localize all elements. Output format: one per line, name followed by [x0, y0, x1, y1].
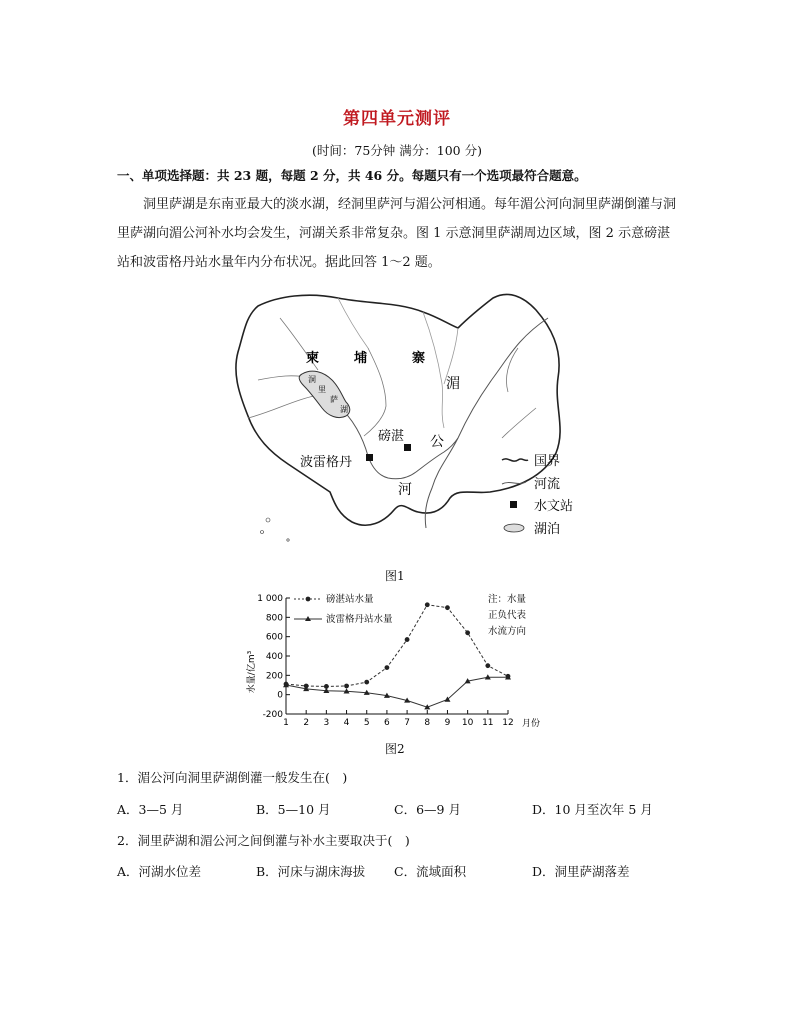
question-2-stem: 2．洞里萨湖和湄公河之间倒灌与补水主要取决于( ) — [117, 833, 410, 848]
x-tick-label: 7 — [404, 718, 410, 728]
map-label-country-2: 埔 — [354, 351, 368, 366]
question-2-option-c[interactable]: C．流域面积 — [394, 864, 467, 879]
y-tick-label: 0 — [277, 690, 283, 701]
chart-note-2: 正负代表 — [488, 610, 527, 621]
chart-note-3: 水流方向 — [488, 626, 527, 637]
series-line-2 — [286, 677, 508, 707]
legend-station-label: 水文站 — [534, 499, 574, 514]
x-tick-label: 8 — [424, 718, 431, 728]
legend-series-1-label: 磅湛站水量 — [326, 594, 374, 605]
legend-river-label: 河流 — [534, 477, 561, 492]
water-volume-chart — [240, 588, 550, 733]
tributary-east — [502, 348, 536, 438]
chart-xlabel: 月份 — [522, 719, 541, 729]
y-tick-label: 1 000 — [257, 594, 283, 604]
section-heading: 一、单项选择题：共 23 题，每题 2 分，共 46 分。每题只有一个选项最符合题意。 — [117, 168, 587, 183]
question-1-option-c[interactable]: C．6—9 月 — [394, 802, 461, 817]
legend-border-label: 国界 — [534, 454, 561, 469]
mekong-river — [425, 318, 548, 528]
map-label-river-3: 河 — [398, 482, 412, 498]
station-marker-prek-kdam — [366, 454, 373, 461]
map-label-lake-3: 萨 — [330, 395, 338, 404]
station-marker-kampong-cham — [404, 444, 411, 451]
x-tick-label: 12 — [502, 718, 514, 728]
figure-1-caption: 图1 — [385, 569, 405, 583]
chart-text — [245, 593, 540, 729]
chart-ylabel: 水量/亿m³ — [247, 650, 257, 694]
question-1-option-b[interactable]: B．5—10 月 — [256, 802, 331, 817]
legend-series-2-label: 波雷格丹站水量 — [326, 614, 393, 625]
series-1-point — [445, 605, 450, 610]
series-1-point — [465, 630, 470, 635]
chart-note-1: 注：水量 — [488, 594, 527, 605]
map-label-country-1: 柬 — [306, 351, 320, 366]
series-line-1 — [286, 605, 508, 687]
series-1-point — [425, 602, 430, 607]
map-label-lake-1: 洞 — [308, 375, 316, 384]
x-tick-label: 9 — [444, 718, 451, 728]
figure-2-caption: 图2 — [385, 742, 405, 756]
y-tick-label: -200 — [262, 710, 283, 720]
question-1-option-d[interactable]: D．10 月至次年 5 月 — [532, 802, 653, 817]
x-tick-label: 4 — [343, 718, 350, 728]
y-tick-label: 800 — [265, 613, 283, 624]
question-2-option-d[interactable]: D．洞里萨湖落差 — [532, 864, 630, 879]
series-1-point — [364, 680, 369, 685]
chart-legend-markers — [294, 597, 322, 621]
station-label-kampong-cham: 磅湛 — [378, 429, 405, 444]
x-tick-label: 2 — [303, 718, 310, 728]
x-tick-label: 6 — [384, 718, 390, 728]
station-label-prek-kdam: 波雷格丹 — [300, 455, 353, 470]
y-tick-label: 600 — [265, 632, 283, 643]
chart-series — [283, 602, 511, 709]
question-1-stem: 1．湄公河向洞里萨湖倒灌一般发生在( ) — [117, 770, 348, 785]
x-tick-label: 11 — [482, 718, 494, 728]
exam-info: (时间：75分钟 满分：100 分) — [312, 143, 482, 158]
page-title: 第四单元测评 — [343, 109, 451, 129]
question-2-option-a[interactable]: A．河湖水位差 — [117, 864, 202, 879]
map-label-river-1: 湄 — [446, 376, 460, 392]
series-1-point — [405, 637, 410, 642]
x-tick-label: 3 — [323, 718, 330, 728]
map-figure — [218, 288, 588, 558]
question-1-option-a[interactable]: A．3—5 月 — [117, 802, 184, 817]
x-tick-label: 10 — [461, 718, 474, 728]
y-tick-label: 400 — [265, 652, 283, 662]
question-2-option-b[interactable]: B．河床与湖床海拔 — [256, 864, 366, 879]
series-1-point — [485, 663, 490, 668]
y-tick-label: 200 — [265, 671, 283, 682]
map-label-river-2: 公 — [430, 434, 444, 450]
map-label-lake-2: 里 — [318, 385, 326, 394]
legend-lake-label: 湖泊 — [534, 522, 561, 537]
x-tick-label: 5 — [363, 718, 370, 728]
map-legend — [502, 454, 573, 537]
passage — [117, 190, 683, 277]
x-tick-label: 1 — [283, 718, 289, 728]
map-label-lake-4: 湖 — [340, 405, 348, 414]
series-1-point — [385, 665, 390, 670]
map-label-country-3: 寨 — [412, 351, 426, 366]
series-1-point — [344, 684, 349, 689]
passage-text: 洞里萨湖是东南亚最大的淡水湖，经洞里萨河与湄公河相通。每年湄公河向洞里萨湖倒灌与洞里萨湖向湄公河补水均会发生，河湖关系非常复杂。图 1 示意洞里萨湖周边区域，图 2 示意磅湛站和波雷格丹站水量年内分布状况。据此回答 1～2 题。 — [117, 197, 677, 270]
